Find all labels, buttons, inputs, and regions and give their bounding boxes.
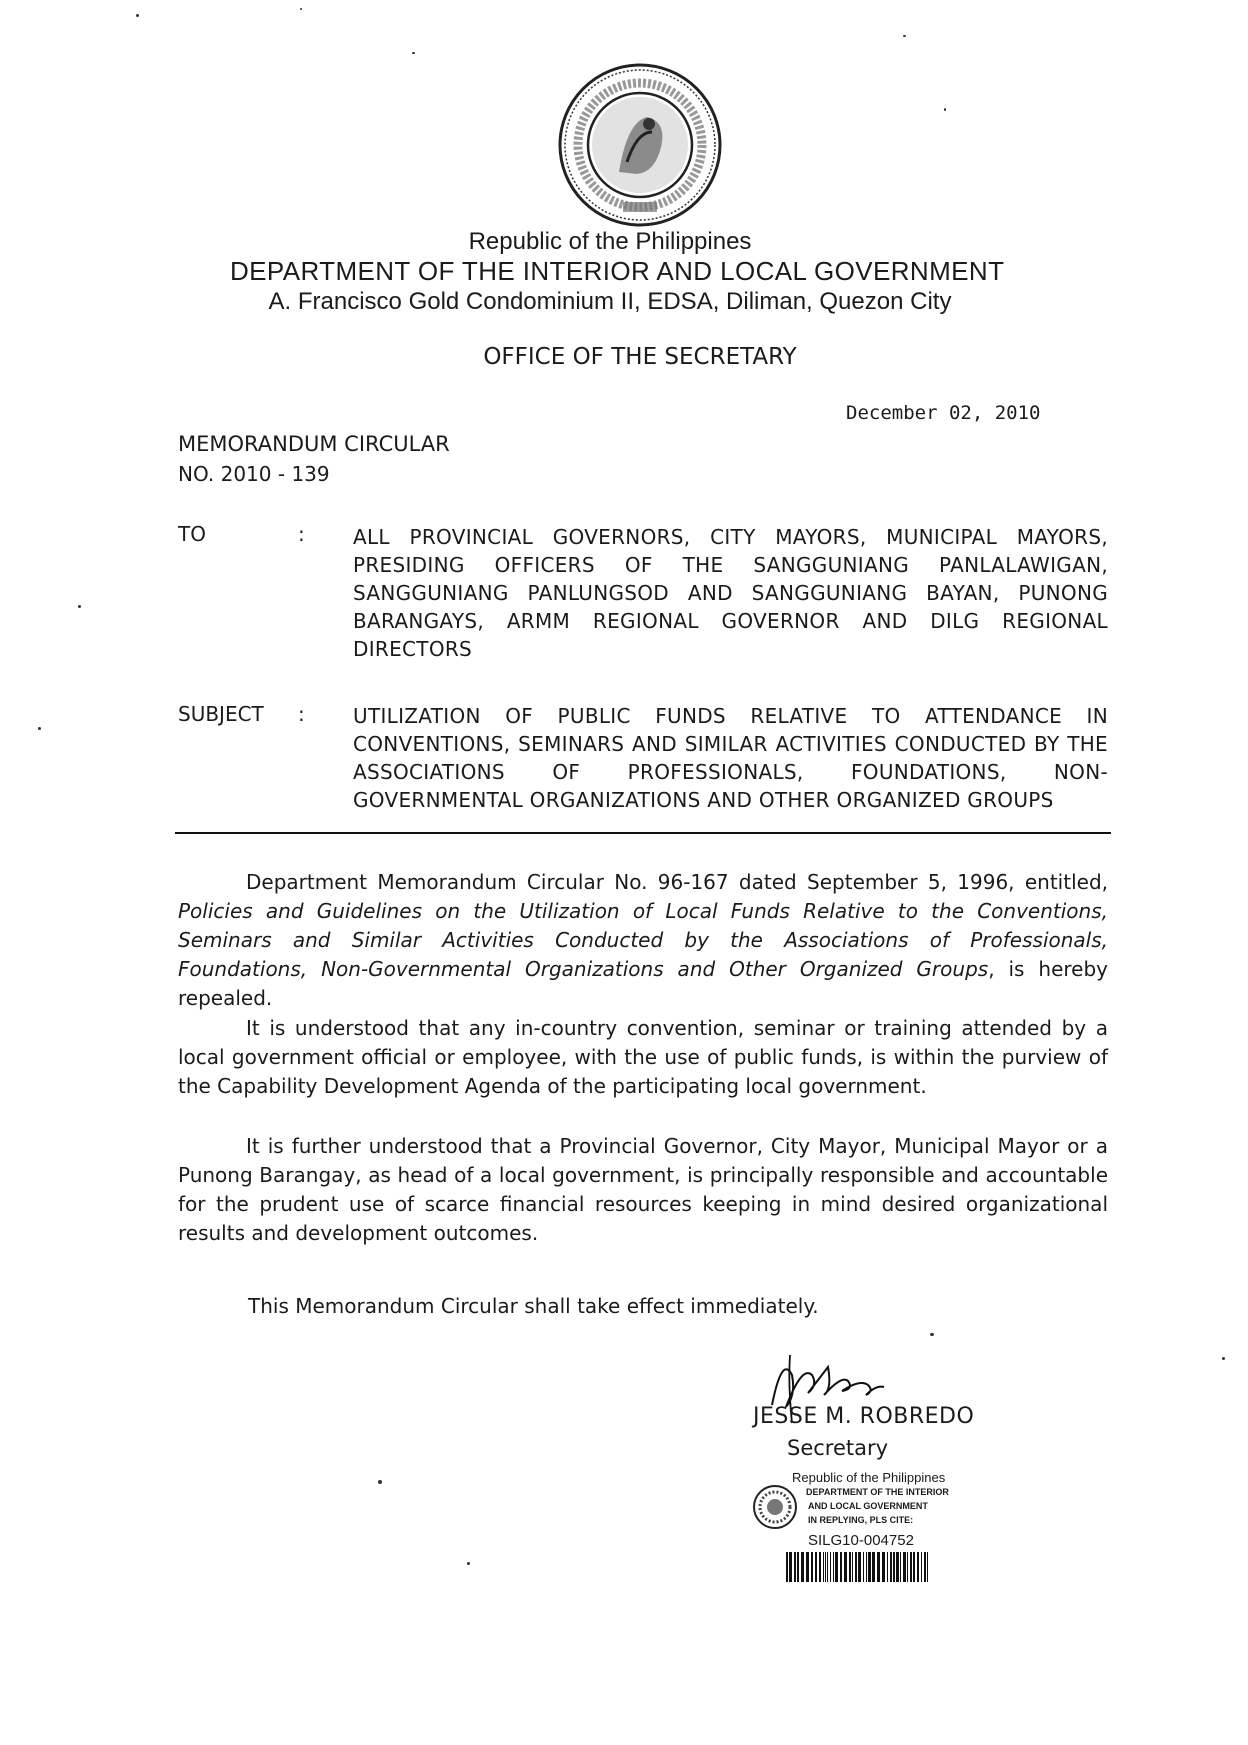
barcode-bar <box>896 1552 899 1582</box>
letterhead-address: A. Francisco Gold Condominium II, EDSA, Diliman, Quezon City <box>268 288 952 315</box>
subject-colon: : <box>298 702 305 726</box>
stamp-department-2: AND LOCAL GOVERNMENT <box>808 1501 928 1511</box>
barcode-bar <box>893 1552 895 1582</box>
barcode-bar <box>823 1552 824 1582</box>
memo-number: NO. 2010 - 139 <box>178 462 330 486</box>
barcode-bar <box>900 1552 901 1582</box>
dilg-seal-logo <box>557 62 723 228</box>
letterhead-republic: Republic of the Philippines <box>468 228 752 255</box>
barcode-bar <box>825 1552 826 1582</box>
barcode-bar <box>852 1552 853 1582</box>
scan-speck <box>300 8 302 10</box>
p1-cited-title: Policies and Guidelines on the Utilization of Local Funds Relative to the Conventions, Seminars and Similar Activities Conducted by the Associations of Professionals, Foundations, Non-Governmental Organizations and Other Organized Groups <box>178 899 1108 981</box>
p1-start: Department Memorandum Circular No. 96-167 dated September 5, 1996, entitled, <box>246 870 1108 894</box>
scan-speck <box>78 605 81 608</box>
barcode-bar <box>910 1552 912 1582</box>
scan-speck <box>412 52 415 54</box>
scan-speck <box>930 1333 934 1336</box>
barcode-bar <box>868 1552 871 1582</box>
barcode-bar <box>789 1552 792 1582</box>
office-heading: OFFICE OF THE SECRETARY <box>483 344 797 370</box>
barcode-bar <box>797 1552 799 1582</box>
barcode-bar <box>801 1552 804 1582</box>
to-label: TO <box>178 522 206 546</box>
signatory-name: JESSE M. ROBREDO <box>753 1404 975 1429</box>
barcode-bar <box>811 1552 813 1582</box>
subject-label: SUBJECT <box>178 702 264 726</box>
barcode-bar <box>858 1552 861 1582</box>
barcode-bar <box>866 1552 867 1582</box>
barcode-bar <box>927 1552 928 1582</box>
barcode-bar <box>827 1552 828 1582</box>
stamp-seal-icon <box>752 1484 798 1530</box>
barcode-icon <box>784 1552 934 1582</box>
barcode-bar <box>830 1552 831 1582</box>
to-colon: : <box>298 522 305 546</box>
scan-speck <box>467 1562 470 1565</box>
barcode-bar <box>833 1552 834 1582</box>
barcode-bar <box>924 1552 926 1582</box>
barcode-bar <box>786 1552 788 1582</box>
header-divider <box>175 832 1111 834</box>
barcode-bar <box>806 1552 809 1582</box>
scan-speck <box>136 14 139 17</box>
barcode-bar <box>863 1552 864 1582</box>
barcode-bar <box>849 1552 851 1582</box>
body-paragraph-3: It is further understood that a Provincial Governor, City Mayor, Municipal Mayor or a Punong Barangay, as head of a local government, is principally responsible and accountable for the prudent use of scarce financial resources keeping in mind desired organizational results and development outcomes. <box>178 1134 1108 1245</box>
barcode-bar <box>855 1552 857 1582</box>
barcode-bar <box>877 1552 880 1582</box>
barcode-bar <box>882 1552 885 1582</box>
scan-speck <box>903 35 906 37</box>
signatory-title: Secretary <box>787 1436 889 1460</box>
subject-text: UTILIZATION OF PUBLIC FUNDS RELATIVE TO ATTENDANCE IN CONVENTIONS, SEMINARS AND SIMILAR ACTIVITIES CONDUCTED BY THE ASSOCIATIONS OF PROFESSIONALS, FOUNDATIONS, NON-GOVERNMENTAL ORGANIZATIONS AND OTHER ORGANIZED GROUPS <box>353 704 1108 812</box>
memo-title: MEMORANDUM CIRCULAR <box>178 432 450 456</box>
stamp-reply-note: IN REPLYING, PLS CITE: <box>808 1515 914 1525</box>
barcode-bar <box>903 1552 906 1582</box>
stamp-reference-code: SILG10-004752 <box>808 1532 914 1549</box>
scan-speck <box>1222 1357 1225 1360</box>
barcode-bar <box>907 1552 908 1582</box>
body-paragraph-2: It is understood that any in-country convention, seminar or training attended by a local government official or employee, with the use of public funds, is within the purview of the Capability Development Agenda of the participating local government. <box>178 1016 1108 1098</box>
barcode-bar <box>887 1552 888 1582</box>
barcode-bar <box>913 1552 915 1582</box>
scan-speck <box>38 727 41 730</box>
receiving-stamp <box>752 1470 952 1600</box>
letterhead-department: DEPARTMENT OF THE INTERIOR AND LOCAL GOVERNMENT <box>230 256 1005 286</box>
barcode-bar <box>835 1552 838 1582</box>
barcode-bar <box>840 1552 842 1582</box>
stamp-department: DEPARTMENT OF THE INTERIOR <box>806 1487 949 1497</box>
p1-end: , is hereby repealed. <box>178 957 1108 1010</box>
barcode-bar <box>844 1552 847 1582</box>
memo-date: December 02, 2010 <box>846 402 1041 424</box>
body-paragraph-1 <box>178 868 1108 1013</box>
barcode-bar <box>890 1552 892 1582</box>
to-recipients: ALL PROVINCIAL GOVERNORS, CITY MAYORS, MUNICIPAL MAYORS, PRESIDING OFFICERS OF THE SANGGUNIANG PANLALAWIGAN, SANGGUNIANG PANLUNGSOD AND SANGGUNIANG BAYAN, PUNONG BARANGAYS, ARMM REGIONAL GOVERNOR AND DILG REGIONAL DIRECTORS <box>353 525 1108 661</box>
stamp-republic: Republic of the Philippines <box>792 1470 946 1485</box>
barcode-bar <box>794 1552 796 1582</box>
barcode-bar <box>917 1552 919 1582</box>
barcode-bar <box>921 1552 922 1582</box>
barcode-bar <box>815 1552 817 1582</box>
body-paragraph-4: This Memorandum Circular shall take effect immediately. <box>248 1294 819 1318</box>
barcode-bar <box>872 1552 875 1582</box>
barcode-bar <box>819 1552 821 1582</box>
scan-speck <box>944 108 946 111</box>
scan-speck <box>378 1480 382 1484</box>
